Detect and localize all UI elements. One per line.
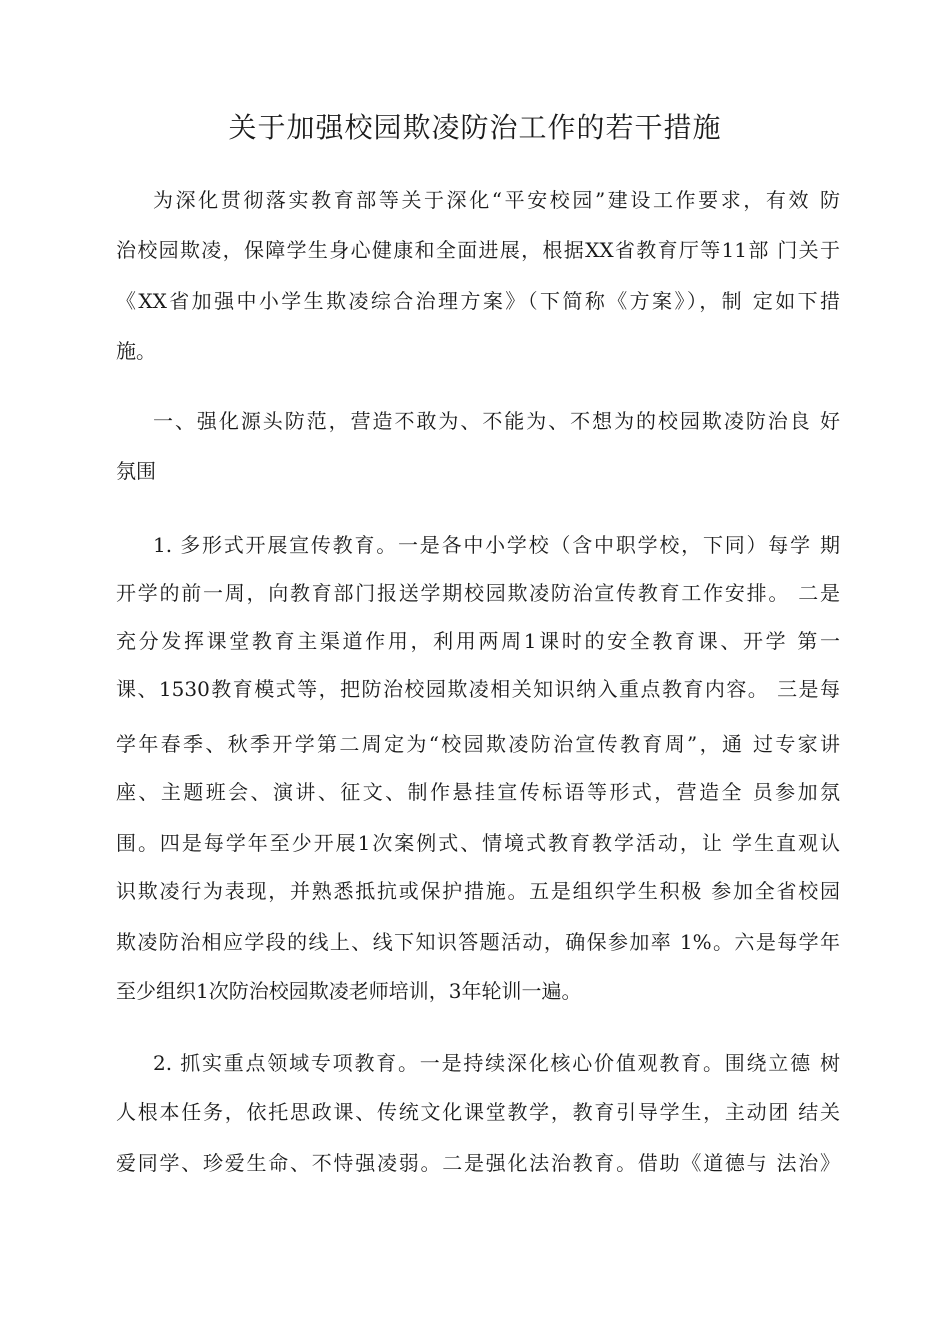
item1-line-4: 课、1530教育模式等，把防治校园欺凌相关知识纳入重点教育内容。 三是每 xyxy=(116,677,840,701)
item1-line-2: 开学的前一周，向教育部门报送学期校园欺凌防治宣传教育工作安排。 二是 xyxy=(116,581,840,605)
intro-line-1: 为深化贯彻落实教育部等关于深化“平安校园”建设工作要求，有效 防 xyxy=(153,188,840,212)
item1-line-5: 学年春季、秋季开学第二周定为“校园欺凌防治宣传教育周”，通 过专家讲 xyxy=(116,732,840,756)
item1-line-10: 至少组织1次防治校园欺凌老师培训，3年轮训一遍。 xyxy=(116,979,582,1003)
item2-line-3: 爱同学、珍爱生命、不恃强凌弱。二是强化法治教育。借助《道德与 法治》 xyxy=(116,1151,840,1175)
item2-line-2: 人根本任务，依托思政课、传统文化课堂教学，教育引导学生，主动团 结关 xyxy=(116,1100,840,1124)
item1-line-8: 识欺凌行为表现，并熟悉抵抗或保护措施。五是组织学生积极 参加全省校园 xyxy=(116,879,840,903)
intro-line-4: 施。 xyxy=(116,339,156,363)
item1-line-9: 欺凌防治相应学段的线上、线下知识答题活动，确保参加率 1%。六是每学年 xyxy=(116,930,840,954)
section1-line-1: 一、强化源头防范，营造不敢为、不能为、不想为的校园欺凌防治良 好 xyxy=(153,409,840,433)
intro-line-2: 治校园欺凌，保障学生身心健康和全面进展，根据XX省教育厅等11部 门关于 xyxy=(116,238,840,262)
section1-line-2: 氛围 xyxy=(116,459,156,483)
item2-line-1: 2. 抓实重点领域专项教育。一是持续深化核心价值观教育。围绕立德 树 xyxy=(153,1051,840,1075)
item1-line-7: 围。四是每学年至少开展1次案例式、情境式教育教学活动，让 学生直观认 xyxy=(116,831,840,855)
document-title: 关于加强校园欺凌防治工作的若干措施 xyxy=(228,111,722,144)
intro-line-3: 《XX省加强中小学生欺凌综合治理方案》（下简称《方案》），制 定如下措 xyxy=(116,289,840,313)
item1-line-6: 座、主题班会、演讲、征文、制作悬挂宣传标语等形式，营造全 员参加氛 xyxy=(116,780,840,804)
item1-line-3: 充分发挥课堂教育主渠道作用，利用两周1课时的安全教育课、开学 第一 xyxy=(116,629,840,653)
item1-line-1: 1. 多形式开展宣传教育。一是各中小学校（含中职学校，下同）每学 期 xyxy=(153,533,840,557)
